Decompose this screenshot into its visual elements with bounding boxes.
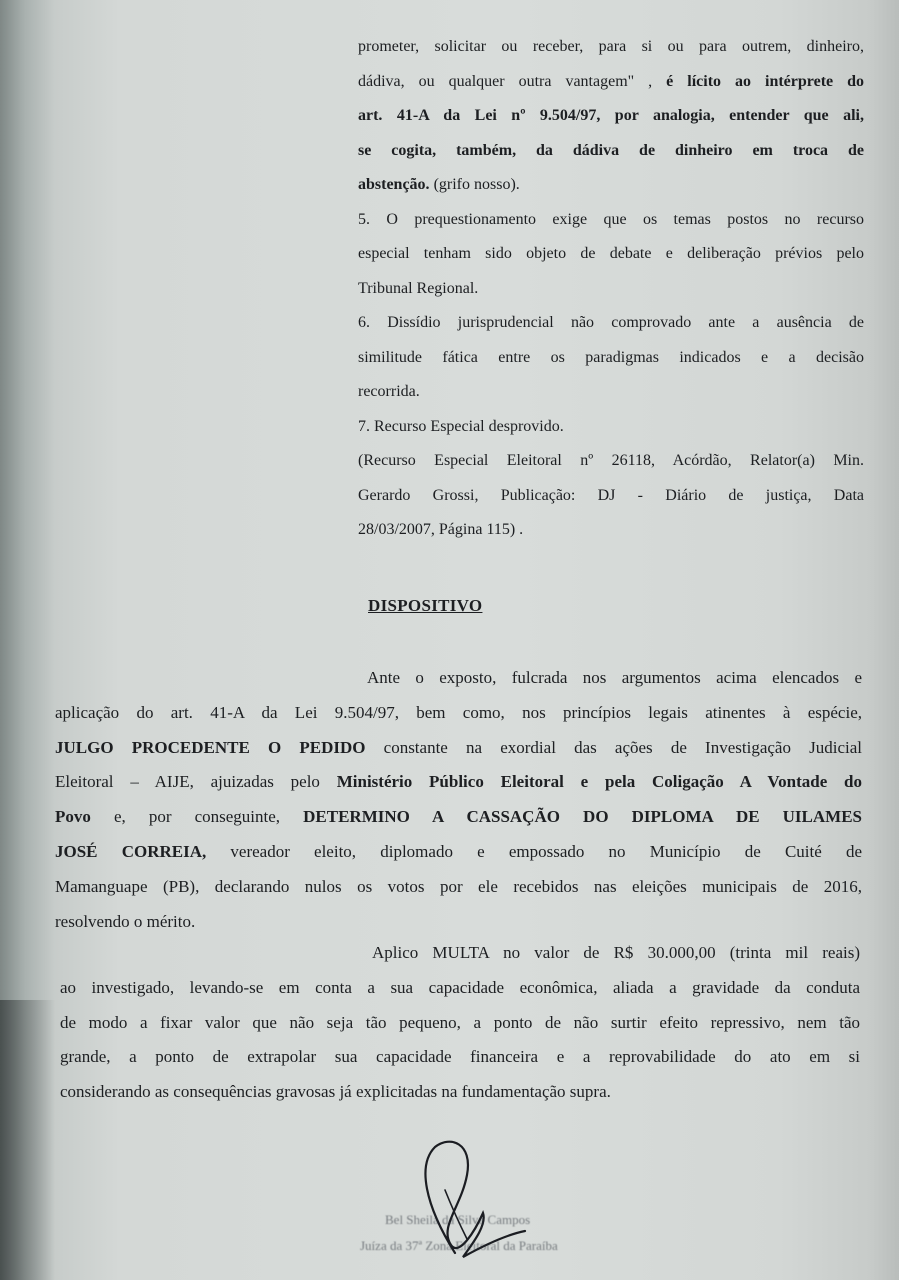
- quote-line: se cogita, também, da dádiva de dinheiro em troca de: [358, 141, 864, 159]
- quote-item-5: 5. O prequestionamento exige que os temas postos no recurso: [358, 210, 864, 228]
- quote-item-7: 7. Recurso Especial desprovido.: [358, 417, 564, 435]
- handwritten-signature: [355, 1135, 615, 1275]
- quote-item-6: similitude fática entre os paradigmas indicados e a decisão: [358, 348, 864, 366]
- quoted-precedent: [358, 30, 864, 548]
- ruling-line: Mamanguape (PB), declarando nulos os votos por ele recebidos nas eleições municipais de 2016,: [55, 876, 862, 896]
- ruling-line: JULGO PROCEDENTE O PEDIDO constante na exordial das ações de Investigação Judicial: [55, 737, 862, 757]
- signature-role: Juíza da 37ª Zona Eleitoral da Paraíba: [360, 1238, 558, 1253]
- fine-line: grande, a ponto de extrapolar sua capacidade financeira e a reprovabilidade do ato em si: [60, 1047, 860, 1067]
- ruling-line: Ante o exposto, fulcrada nos argumentos acima elencados e: [367, 668, 862, 687]
- ruling-line: resolvendo o mérito.: [55, 911, 196, 931]
- ruling-line: aplicação do art. 41-A da Lei 9.504/97, bem como, nos princípios legais atinentes à espécie,: [55, 702, 862, 722]
- quote-line: art. 41-A da Lei nº 9.504/97, por analogia, entender que ali,: [358, 107, 864, 124]
- fine-line: considerando as consequências gravosas já explicitadas na fundamentação supra.: [60, 1082, 611, 1102]
- ruling-paragraph: [55, 661, 862, 939]
- quote-line: prometer, solicitar ou receber, para si ou para outrem, dinheiro,: [358, 38, 864, 55]
- quote-item-5: Tribunal Regional.: [358, 279, 479, 297]
- quote-citation: (Recurso Especial Eleitoral nº 26118, Acórdão, Relator(a) Min.: [358, 452, 864, 469]
- fine-paragraph: [60, 936, 860, 1110]
- fine-line: de modo a fixar valor que não seja tão pequeno, a ponto de não surtir efeito repressivo, nem tão: [60, 1012, 860, 1032]
- ruling-line: Povo e, por conseguinte, DETERMINO A CASSAÇÃO DO DIPLOMA DE UILAMES: [55, 807, 862, 827]
- quote-line: abstenção. (grifo nosso).: [358, 176, 520, 193]
- signature-name: Bel Sheila da Silva Campos: [385, 1212, 531, 1227]
- quote-item-6: 6. Dissídio jurisprudencial não comprovado ante a ausência de: [358, 314, 864, 331]
- page-shadow: [0, 1000, 55, 1280]
- quote-line: dádiva, ou qualquer outra vantagem" , é lícito ao intérprete do: [358, 72, 865, 90]
- quote-item-5: especial tenham sido objeto de debate e deliberação prévios pelo: [358, 245, 864, 262]
- bleed-through-text: [30, 20, 34, 37]
- quote-citation: 28/03/2007, Página 115) .: [358, 521, 524, 538]
- quote-citation: Gerardo Grossi, Publicação: DJ - Diário de justiça, Data: [358, 486, 864, 504]
- section-heading: DISPOSITIVO: [368, 596, 483, 615]
- ruling-line: Eleitoral – AIJE, ajuizadas pelo Ministério Público Eleitoral e pela Coligação A Vontade do: [55, 772, 862, 792]
- ruling-line: JOSÉ CORREIA, vereador eleito, diplomado e empossado no Município de Cuité de: [55, 841, 862, 861]
- fine-line: Aplico MULTA no valor de R$ 30.000,00 (trinta mil reais): [372, 943, 860, 962]
- quote-item-6: recorrida.: [358, 383, 420, 400]
- fine-line: ao investigado, levando-se em conta a sua capacidade econômica, aliada a gravidade da conduta: [60, 977, 860, 997]
